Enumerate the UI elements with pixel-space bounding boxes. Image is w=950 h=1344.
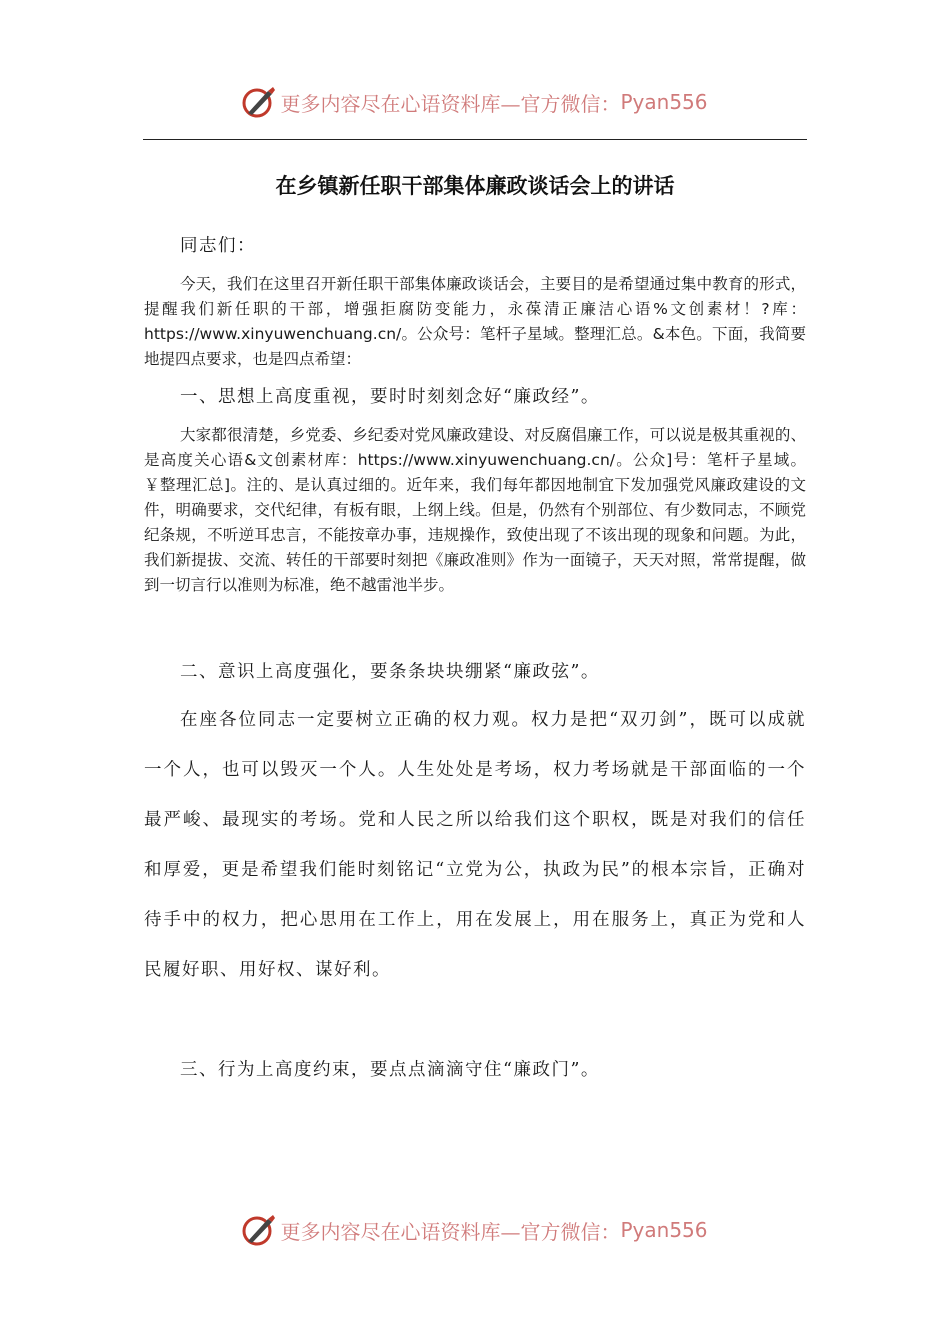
header-watermark-account: Pyan556 <box>620 90 708 114</box>
intro-paragraph: 今天，我们在这里召开新任职干部集体廉政谈话会，主要目的是希望通过集中教育的形式，提醒我们新任职的干部，增强拒腐防变能力，永葆清正廉洁心语%文创素材！?库：https://www.xinyuwenchuang.cn/。公众号：笔杆子星域。整理汇总。&本色。下面，我简要地提四点要求，也是四点希望： <box>144 275 806 368</box>
section-2-paragraph: 在座各位同志一定要树立正确的权力观。权力是把“双刃剑”，既可以成就一个人，也可以毁灭一个人。人生处处是考场，权力考场就是干部面临的一个最严峻、最现实的考场。党和人民之所以给我们这个职权，既是对我们的信任和厚爱，更是希望我们能时刻铭记“立党为公，执政为民”的根本宗旨，正确对待手中的权力，把心思用在工作上，用在发展上，用在服务上，真正为党和人民履好职、用好权、谋好利。 <box>144 710 806 980</box>
header-divider <box>143 139 807 140</box>
section-1-paragraph: 大家都很清楚，乡党委、乡纪委对党风廉政建设、对反腐倡廉工作，可以说是极其重视的、是高度关心语&文创素材库：https://www.xinyuwenchuang.cn/。公众]号：笔杆子星域。￥整理汇总]。注的、是认真过细的。近年来，我们每年都因地制宜下发加强党风廉政建设的文件，明确要求，交代纪律，有板有眼，上纲上线。但是，仍然有个别部位、有少数同志，不顾党纪条规，不听逆耳忠言，不能按章办事，违规操作，致使出现了不该出现的现象和问题。为此，我们新提拔、交流、转任的干部要时刻把《廉政准则》作为一面镜子，天天对照，常常提醒，做到一切言行以准则为标准，绝不越雷池半步。 <box>144 426 806 594</box>
pen-logo-icon <box>242 85 276 119</box>
section-heading-2: 二、意识上高度强化，要条条块块绷紧“廉政弦”。 <box>180 662 600 682</box>
salutation: 同志们： <box>180 236 256 256</box>
header-watermark-text: 更多内容尽在心语资料库—官方微信： <box>280 91 621 116</box>
footer-watermark <box>0 1212 950 1248</box>
pen-logo-icon <box>242 1213 276 1247</box>
footer-watermark-text: 更多内容尽在心语资料库—官方微信： <box>280 1219 621 1244</box>
document-title: 在乡镇新任职干部集体廉政谈话会上的讲话 <box>275 174 675 198</box>
footer-watermark-account: Pyan556 <box>620 1218 708 1242</box>
section-heading-1: 一、思想上高度重视，要时时刻刻念好“廉政经”。 <box>180 387 600 407</box>
section-heading-3: 三、行为上高度约束，要点点滴滴守住“廉政门”。 <box>180 1060 600 1080</box>
header-watermark <box>0 84 950 120</box>
